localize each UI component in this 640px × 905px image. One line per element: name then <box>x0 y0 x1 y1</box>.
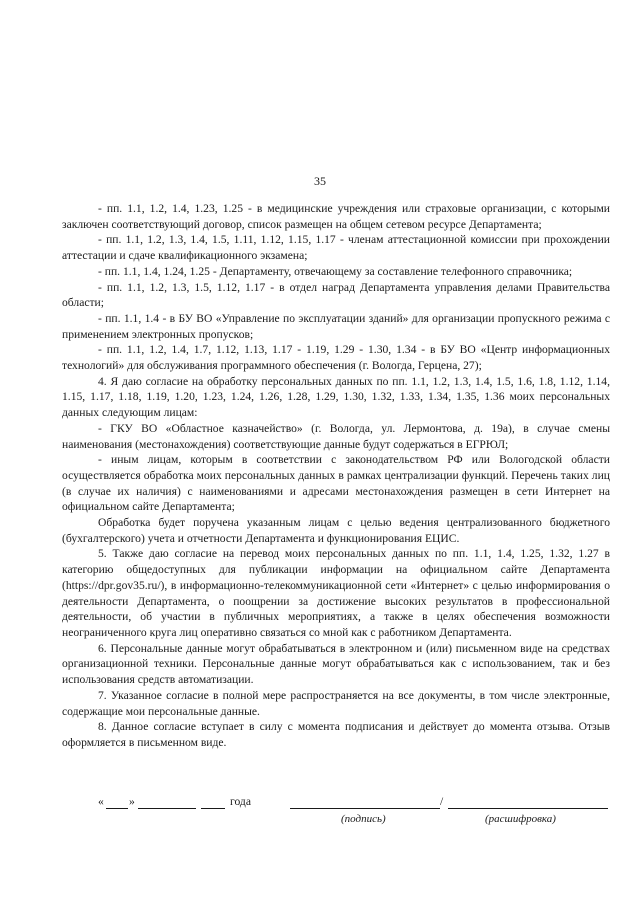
paragraph-clause-4: 4. Я даю согласие на обработку персональных данных по пп. 1.1, 1.2, 1.3, 1.4, 1.5, 1.6, 1.8, 1.12, 1.14, 1.15, 1.17, 1.18, 1.19, 1.20, 1.23, 1.24, 1.26, 1.28, 1.29, 1.30, 1.32, 1.33, 1.34, 1.35, 1.36 моих персональных данных следующим лицам: <box>62 374 610 420</box>
signature-slash: / <box>440 795 444 808</box>
transcript-caption: (расшифровка) <box>485 813 556 825</box>
document-body <box>62 201 610 751</box>
year-label: года <box>230 795 251 808</box>
paragraph-clause-7: 7. Указанное согласие в полной мере распространяется на все документы, в том числе электронные, содержащие мои персональные данные. <box>62 688 610 718</box>
date-quote-close: » <box>129 795 135 808</box>
paragraph-clause-6: 6. Персональные данные могут обрабатываться в электронном и (или) письменном виде на средствах организационной техники. Персональные данные могут обрабатываться как с использованием, так и без использования средств автоматизации. <box>62 641 610 687</box>
paragraph-it-center: - пп. 1.1, 1.2, 1.4, 1.7, 1.12, 1.13, 1.17 - 1.19, 1.29 - 1.30, 1.34 - в БУ ВО «Центр информационных технологий» для обслуживания программного обеспечения (г. Вологда, Герцена, 27); <box>62 343 610 373</box>
paragraph-other-persons: - иным лицам, которым в соответствии с законодательством РФ или Вологодской области осуществляется обработка моих персональных данных в рамках централизации функций. Перечень таких лиц (в случае их наличия) с наименованиями и адресами местонахождения размещен в сети Интернет на официальном сайте Департамента; <box>62 453 610 514</box>
signature-caption: (подпись) <box>341 813 386 825</box>
paragraph-clause-5: 5. Также даю согласие на перевод моих персональных данных по пп. 1.1, 1.4, 1.25, 1.32, 1.27 в категорию общедоступных для публикации информации на официальном сайте Департамента (https://dpr.gov35.ru/), в информационно-телекоммуникационной сети «Интернет» с целью информирования о деятельности Департамента, о поощрении за достижение высоких результатов в профессиональной деятельности, об участии в публичных мероприятиях, а также в целях обеспечения возможности неограниченного круга лиц оперативно связаться со мной как с работником Департамента. <box>62 547 610 639</box>
signature-row <box>98 795 610 815</box>
paragraph-clause-8: 8. Данное согласие вступает в силу с момента подписания и действует до момента отзыва. Отзыв оформляется в письменном виде. <box>62 720 610 749</box>
paragraph-treasury: - ГКУ ВО «Областное казначейство» (г. Вологда, ул. Лермонтова, д. 19а), в случае смены наименования (местонахождения) соответствующие данные будут содержаться в ЕГРЮЛ; <box>62 421 610 451</box>
date-quote-open: « <box>98 795 104 808</box>
paragraph-medical: - пп. 1.1, 1.2, 1.4, 1.23, 1.25 - в медицинские учреждения или страховые организации, с которыми заключен соответствующий договор, список размещен на общем сетевом ресурсе Департамента; <box>62 202 610 231</box>
transcript-field[interactable] <box>448 808 608 809</box>
signature-field[interactable] <box>290 808 440 809</box>
date-day-field[interactable] <box>106 808 128 809</box>
date-month-field[interactable] <box>138 808 196 809</box>
paragraph-buildings: - пп. 1.1, 1.4 - в БУ ВО «Управление по эксплуатации зданий» для организации пропускного режима с применением электронных пропусков; <box>62 311 610 341</box>
paragraph-processing-purpose: Обработка будет поручена указанным лицам с целью ведения централизованного бюджетного (бухгалтерского) учета и отчетности Департамента и функционирования ЕЦИС. <box>62 516 610 545</box>
paragraph-phonebook: - пп. 1.1, 1.4, 1.24, 1.25 - Департаменту, отвечающему за составление телефонного справочника; <box>98 264 573 278</box>
page-number: 35 <box>314 174 326 188</box>
paragraph-awards: - пп. 1.1, 1.2, 1.3, 1.5, 1.12, 1.17 - в отдел наград Департамента управления делами Правительства области; <box>62 280 610 310</box>
date-year-field[interactable] <box>201 808 225 809</box>
paragraph-attestation: - пп. 1.1, 1.2, 1.3, 1.4, 1.5, 1.11, 1.12, 1.15, 1.17 - членам аттестационной комиссии при прохождении аттестации и сдаче квалификационного экзамена; <box>62 233 610 263</box>
